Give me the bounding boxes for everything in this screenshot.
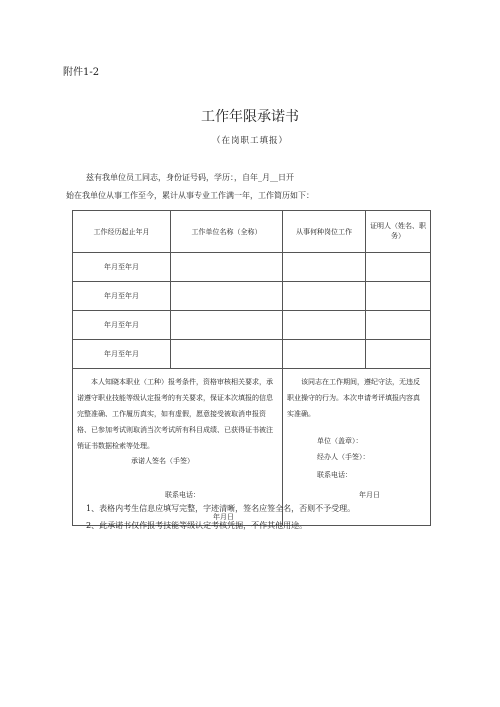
row-period: 年月至年月 [73,253,171,282]
row-unit-field[interactable] [171,340,283,369]
unit-seal-label[interactable]: 单位（盖章）： [317,437,363,445]
row-unit-field[interactable] [171,311,283,340]
row-witness-field[interactable] [366,311,431,340]
handler-phone-label[interactable]: 联系电话： [317,471,352,479]
note-1: 1、表格内考生信息应填写完整，字迹清晰，签名应签全名，否则不予受理。 [86,504,356,513]
work-history-table [72,210,431,526]
intro-line-2: 始在我单位从事工作至今，累计从事专业工作满一年，工作简历如下： [66,191,314,200]
row-witness-field[interactable] [366,282,431,311]
table-header-row [73,211,431,253]
row-period: 年月至年月 [73,340,171,369]
row-post-field[interactable] [283,311,366,340]
promiser-phone-label[interactable]: 联系电话： [165,491,200,499]
row-unit-field[interactable] [171,282,283,311]
handler-signature-label[interactable]: 经办人（手签）： [317,453,370,461]
certification-text: 该同志在工作期间，遵纪守法，无违反职业操守的行为。本次申请考评填报内容真实准确。 [287,378,420,418]
header-unit: 工作单位名称（全称） [171,211,283,253]
table-row [73,282,431,311]
header-witness: 证明人（姓名、职务） [366,211,431,253]
employer-certification-block [283,369,431,526]
declaration-row [73,369,431,526]
table-row [73,340,431,369]
row-witness-field[interactable] [366,340,431,369]
row-unit-field[interactable] [171,253,283,282]
header-post: 从事何种岗位工作 [283,211,366,253]
header-period: 工作经历起止年月 [73,211,171,253]
row-post-field[interactable] [283,253,366,282]
row-period: 年月至年月 [73,311,171,340]
table-row [73,311,431,340]
row-post-field[interactable] [283,282,366,311]
row-witness-field[interactable] [366,253,431,282]
page-subtitle: （在岗职工填报） [211,136,288,146]
page-title: 工作年限承诺书 [201,109,299,125]
handler-date-label[interactable]: 年月日 [359,491,380,499]
attachment-label: 附件1-2 [63,67,100,78]
row-period: 年月至年月 [73,282,171,311]
promiser-signature-label[interactable]: 承诺人签名（手签） [131,457,194,465]
pledge-block [73,369,283,526]
promiser-date-label[interactable]: 年月日 [213,513,234,521]
pledge-text: 本人知晓本职业（工种）报考条件，资格审核相关要求，承诺遵守职业技能等级认定报考的有关要求，保证本次填报的信息完整准确、工作履历真实，如有虚假，愿意接受被取消申报资格、已参加考试则取消当次考试所有科目成绩、已获得证书被注销证书数据检索等处理。 [77,378,273,450]
note-2: 2、此承诺书仅作报考技能等级认定考核凭据，不作其他用途。 [86,521,308,530]
table-row [73,253,431,282]
intro-line-1: 兹有我单位员工同志，身份证号码，学历：，自年_月__日开 [86,173,294,182]
row-post-field[interactable] [283,340,366,369]
